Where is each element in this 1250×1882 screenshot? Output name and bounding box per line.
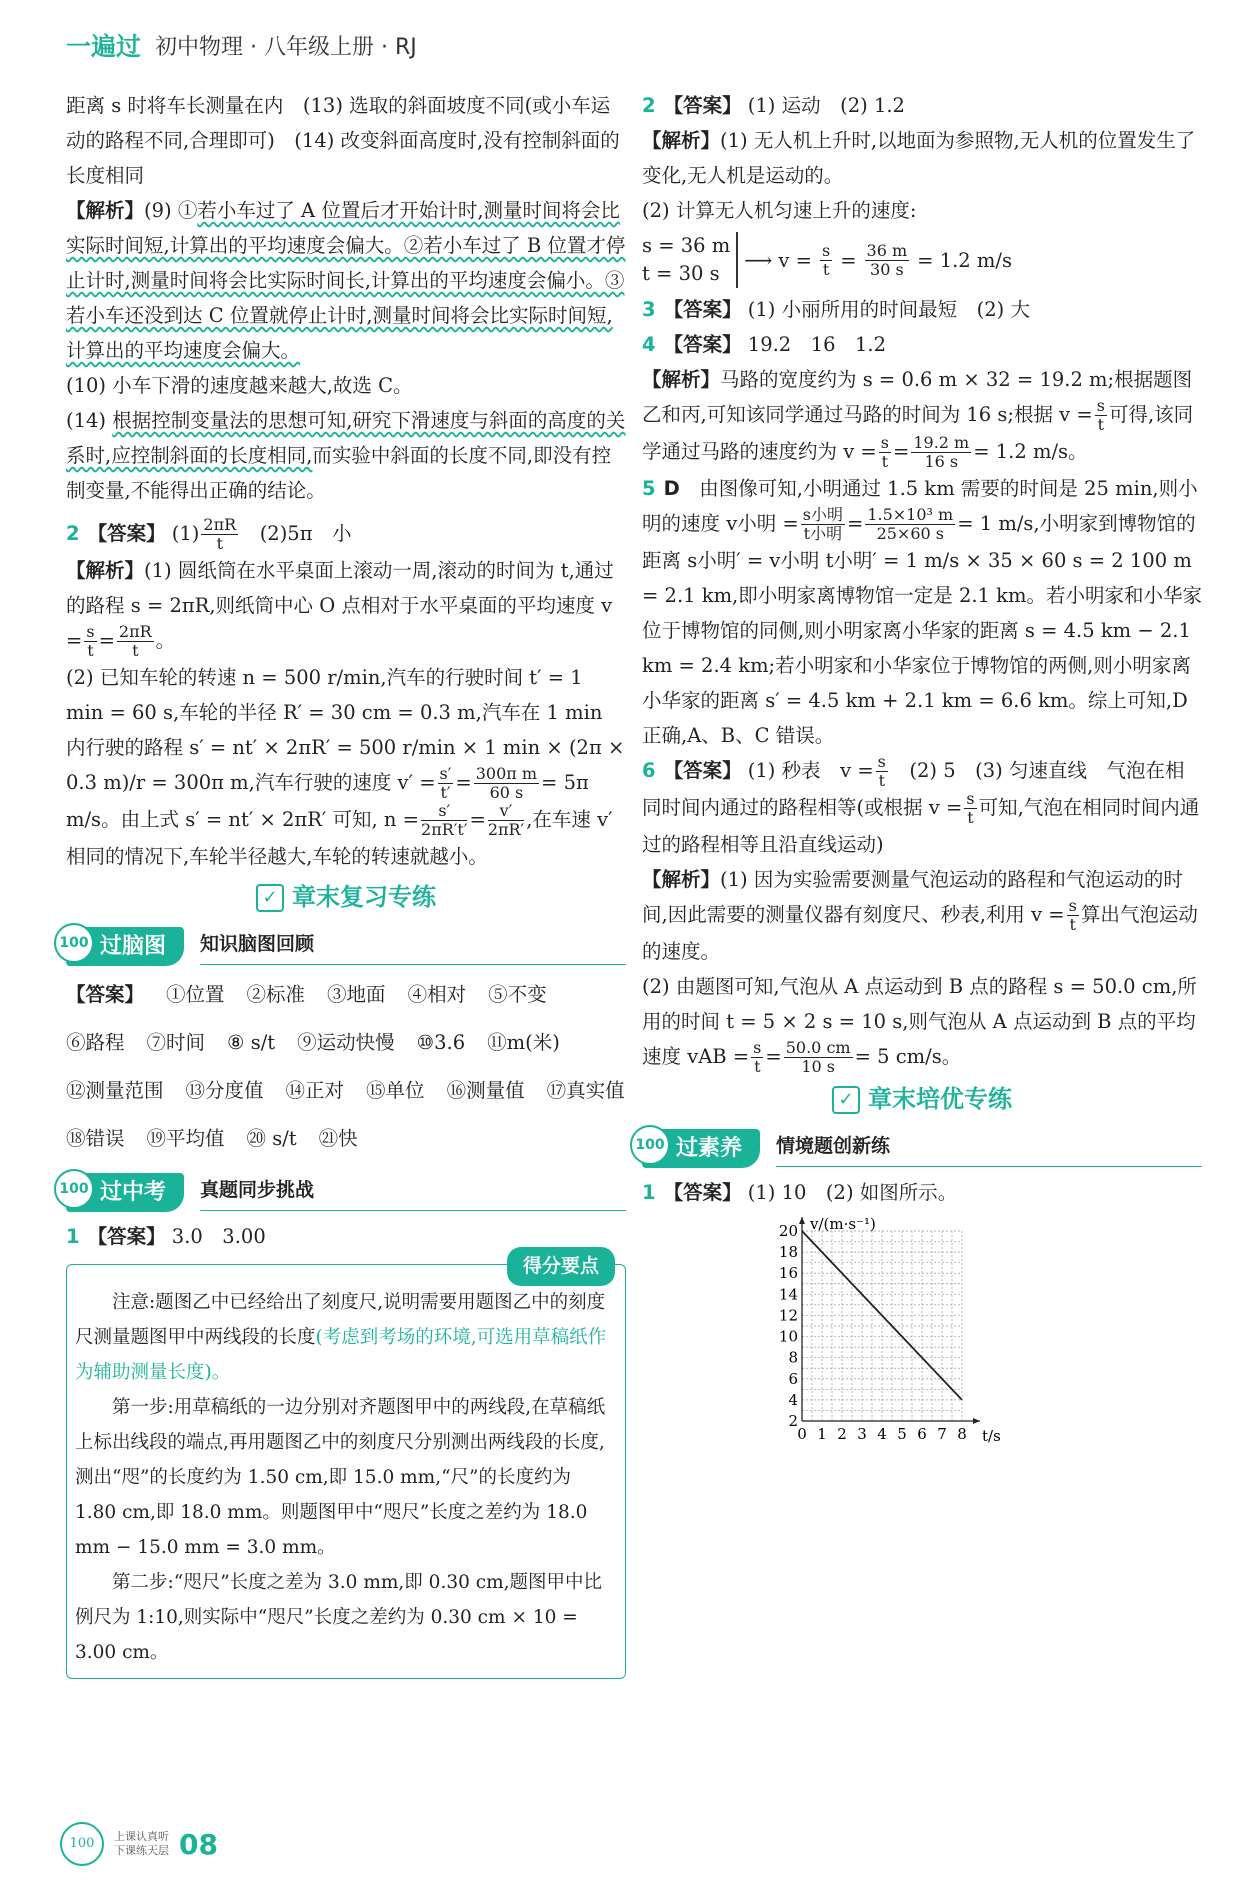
- x-tick-label: 7: [937, 1425, 947, 1443]
- velocity-time-graph: [762, 1215, 1001, 1466]
- x-tick-label: 8: [957, 1425, 967, 1443]
- x-tick-label: 1: [817, 1425, 827, 1443]
- y-axis-arrow-icon: [799, 1217, 805, 1224]
- analysis-9: 【解析】(9) ①若小车过了 A 位置后才开始计时,测量时间将会比实际时间短,计算出的平均速度会偏大。②若小车过了 B 位置才停止计时,测量时间将会比实际时间长,计算出的平均速度会偏小。③若小车还没到达 C 位置就停止计时,测量时间将会比实际时间短,计算出的平均速度会偏大。: [66, 199, 626, 362]
- mind-map-item: ⑳ s/t: [246, 1127, 297, 1150]
- x-tick-label: 5: [897, 1425, 907, 1443]
- r-question-4-answer: 4 【答案】 19.2 16 1.2: [642, 333, 887, 356]
- banner-mind-map: 100 过脑图 知识脑图回顾: [66, 925, 626, 967]
- section-title-advanced: ✓ 章末培优专练: [642, 1082, 1202, 1117]
- x-tick-label: 0: [797, 1425, 807, 1443]
- mind-map-item: ③地面: [327, 983, 386, 1006]
- page-number: 08: [179, 1827, 218, 1861]
- question-2-analysis-2: (2) 已知车轮的转速 n = 500 r/min,汽车的行驶时间 t′ = 1 min = 60 s,车轮的半径 R′ = 30 cm = 0.3 m,汽车在 1 min 内行驶的路程 s′ = nt′ × 2πR′ = 500 r/min × 1 min × (2π × 0.3 m)/r = 300π m,汽车行驶的速度 v′ = $\frac{s'}{t'}$ = $\frac{\text{300π m}}{60 s}$ = 5π m/s。由上式 s′ = nt′ × 2πR′ 可知, n = $\frac{s'}{2\pi R't'}$ = $\frac{v'}{2\pi R'}$ ,在车速 v′ 相同的情况下,车轮半径越大,车轮的转速就越小。: [66, 666, 625, 868]
- r-question-2-analysis: 【解析】(1) 无人机上升时,以地面为参照物,无人机的位置发生了变化,无人机是运动的。: [642, 129, 1196, 187]
- fraction: $\frac{2\pi R}{t}$: [203, 515, 237, 553]
- x-tick-label: 6: [917, 1425, 927, 1443]
- r-question-6-analysis-2: (2) 由题图可知,气泡从 A 点运动到 B 点的路程 s = 50.0 cm,所用的时间 t = 5 × 2 s = 10 s,则气泡从 A 点运动到 B 点的平均速度 vAB = $\frac{s}{t}$ = $\frac{50.0 cm}{10 s}$ = 5 cm/s。: [642, 975, 1197, 1076]
- y-tick-label: 10: [778, 1327, 798, 1346]
- key-points-title: 得分要点: [507, 1247, 615, 1286]
- check-icon: ✓: [256, 884, 284, 912]
- mind-map-item: ⑲平均值: [146, 1127, 225, 1150]
- mind-map-item: ⑮单位: [366, 1079, 425, 1102]
- book-title: 初中物理 · 八年级上册 · RJ: [155, 34, 417, 60]
- r-question-6-analysis-1: 【解析】(1) 因为实验需要测量气泡运动的路程和气泡运动的时间,因此需要的测量仪器有刻度尺、秒表,利用 v = $\frac{s}{t}$ 算出气泡运动的速度。: [642, 868, 1198, 963]
- y-tick-label: 16: [778, 1264, 798, 1283]
- mind-map-item: ⑭正对: [285, 1079, 345, 1102]
- right-column: 2 【答案】 (1) 运动 (2) 1.2 【解析】(1) 无人机上升时,以地面为参照物,无人机的位置发生了变化,无人机是运动的。 (2) 计算无人机匀速上升的速度: s = 36 m t = 30 s ⟶ v = $\frac{s}{t}$ = $\frac{36 m}{30 s}$ = 1.2 m/s 3 【答案】 (1) 小丽所用的时间最短 (2) 大 4 【答案】 19.2 16 1.2 【解析】马路的宽度约为 s = 0.6 m × 32 = 19.2 m;根据题图乙和丙,可知该同学通过马路的时间为 16 s;根据 v = $\frac{s}{t}$ 可得,该同学通过马路的速度约为 v = $\frac{s}{t}$ = $\frac{19.2 m}{16 s}$ = 1.2 m/s。 5 D 由图像可知,小明通过 1.5 km 需要的时间是 25 min,则小明的速度 v小明 = $\frac{\text{s小明}}{\text{t小明}}$ = $\frac{\text{1.5×10³ m}}{25\times 60 s}$ = 1 m/s,小明家到博物馆的距离 s小明′ = v小明 t小明′ = 1 m/s × 35 × 60 s = 2 100 m = 2.1 km,即小明家离博物馆一定是 2.1 km。若小明家和小华家位于博物馆的同侧,则小明家离小华家的距离 s = 4.5 km − 2.1 km = 2.4 km;若小明家和小华家位于博物馆的两侧,则小明家离小华家的距离 s′ = 4.5 km + 2.1 km = 6.6 km。综上可知,D 正确,A、B、C 错误。 6 【答案】 (1) 秒表 v = $\frac{s}{t}$ (2) 5 (3) 匀速直线 气泡在相同时间内通过的路程相等(或根据 v = $\frac{s}{t}$ 可知,气泡在相同时间内通过的路程相等且沿直线运动) 【解析】(1) 因为实验需要测量气泡运动的路程和气泡运动的时间,因此需要的测量仪器有刻度尺、秒表,利用 v = $\frac{s}{t}$ 算出气泡运动的速度。 (2) 由题图可知,气泡从 A 点运动到 B 点的路程 s = 50.0 cm,所用的时间 t = 5 × 2 s = 10 s,则气泡从 A 点运动到 B 点的平均速度 vAB = $\frac{s}{t}$ = $\frac{50.0 cm}{10 s}$ = 5 cm/s。 ✓ 章末培优专练 100 过素养 情境题创新练 1 【答案】 (1) 10 (2) 如图所示。 0 1 2 3 4 5 6 7 8 2 4 6 8 10 12 14 16 18 20 v/(m·s⁻¹) t/s: [642, 88, 1202, 1477]
- y-tick-label: 2: [788, 1412, 798, 1430]
- r-question-4-analysis: 【解析】马路的宽度约为 s = 0.6 m × 32 = 19.2 m;根据题图乙和丙,可知该同学通过马路的时间为 16 s;根据 v = $\frac{s}{t}$ 可得,该同学通过马路的速度约为 v = $\frac{s}{t}$ = $\frac{19.2 m}{16 s}$ = 1.2 m/s。: [642, 368, 1194, 471]
- mascot-icon: 100: [630, 1125, 670, 1165]
- page-footer: 100 上课认真听 下课练天层 08: [60, 1822, 218, 1866]
- r-question-2-answer: 2 【答案】 (1) 运动 (2) 1.2: [642, 94, 905, 117]
- y-tick-label: 6: [788, 1369, 798, 1388]
- x-tick-label: 4: [877, 1425, 887, 1443]
- analysis-14: (14) 根据控制变量法的思想可知,研究下滑速度与斜面的高度的关系时,应控制斜面的长度相同,而实验中斜面的长度不同,即没有控制变量,不能得出正确的结论。: [66, 409, 626, 502]
- key-points-box: 得分要点 注意:题图乙中已经给出了刻度尺,说明需要用题图乙中的刻度尺测量题图甲中两线段的长度(考虑到考场的环境,可选用草稿纸作为辅助测量长度)。 第一步:用草稿纸的一边分别对齐题图甲中的两线段,在草稿纸上标出线段的端点,再用题图乙中的刻度尺分别测出两线段的长度,测出“咫”的长度约为 1.50 cm,即 15.0 mm,“尺”的长度约为 1.80 cm,即 18.0 mm。则题图甲中“咫尺”长度之差约为 18.0 mm − 15.0 mm = 3.0 mm。 第二步:“咫尺”长度之差为 3.0 mm,即 0.30 cm,题图甲中比例尺为 1:10,则实际中“咫尺”长度之差约为 0.30 cm × 10 = 3.00 cm。: [66, 1264, 626, 1679]
- drone-formula: s = 36 m t = 30 s ⟶ v = $\frac{s}{t}$ = $\frac{36 m}{30 s}$ = 1.2 m/s: [642, 232, 1202, 288]
- literacy-question-1-answer: 1 【答案】 (1) 10 (2) 如图所示。: [642, 1181, 958, 1204]
- mind-map-item: ⑨运动快慢: [297, 1031, 395, 1054]
- mascot-icon: 100: [54, 1169, 94, 1209]
- mind-map-item: ⑰真实值: [546, 1079, 625, 1102]
- r-question-5: 5 D 由图像可知,小明通过 1.5 km 需要的时间是 25 min,则小明的速度 v小明 = $\frac{\text{s小明}}{\text{t小明}}$ = $\frac{\text{1.5×10³ m}}{25\times 60 s}$ = 1 m/s,小明家到博物馆的距离 s小明′ = v小明 t小明′ = 1 m/s × 35 × 60 s = 2 100 m = 2.1 km,即小明家离博物馆一定是 2.1 km。若小明家和小华家位于博物馆的同侧,则小明家离小华家的距离 s = 4.5 km − 2.1 km = 2.4 km;若小明家和小华家位于博物馆的两侧,则小明家离小华家的距离 s′ = 4.5 km + 2.1 km = 6.6 km。综上可知,D 正确,A、B、C 错误。: [642, 477, 1202, 747]
- mascot-icon: 100: [54, 923, 94, 963]
- mind-map-item: ㉑快: [318, 1127, 358, 1150]
- y-axis-label: v/(m·s⁻¹): [810, 1215, 876, 1233]
- mind-map-item: ⑩3.6: [416, 1031, 466, 1054]
- y-tick-label: 12: [778, 1306, 798, 1325]
- mind-map-item: ⑦时间: [146, 1031, 206, 1054]
- mascot-icon: 100: [60, 1822, 104, 1866]
- banner-exam: 100 过中考 真题同步挑战: [66, 1171, 626, 1213]
- x-tick-label: 3: [857, 1425, 867, 1443]
- mind-map-item: ②标准: [246, 983, 306, 1006]
- mind-map-item: ⑪m(米): [487, 1031, 560, 1054]
- r-question-6-answer: 6 【答案】 (1) 秒表 v = $\frac{s}{t}$ (2) 5 (3) 匀速直线 气泡在相同时间内通过的路程相等(或根据 v = $\frac{s}{t}$ 可知,气泡在相同时间内通过的路程相等且沿直线运动): [642, 752, 1200, 856]
- page-header: [66, 28, 417, 62]
- check-icon: ✓: [832, 1086, 860, 1114]
- y-tick-label: 18: [778, 1243, 798, 1262]
- y-tick-label: 8: [788, 1348, 798, 1367]
- y-tick-label: 14: [778, 1285, 798, 1304]
- mind-map-item: ⑤不变: [488, 983, 547, 1006]
- mind-map-item: ⑧ s/t: [227, 1031, 276, 1054]
- mind-map-answers: 【答案】 ①位置 ②标准 ③地面 ④相对 ⑤不变 ⑥路程 ⑦时间 ⑧ s/t ⑨运动快慢 ⑩3.6 ⑪m(米) ⑫测量范围 ⑬分度值 ⑭正对 ⑮单位 ⑯测量值 ⑰真实值 ⑱错误 ⑲平均值 ⑳ s/t ㉑快: [66, 973, 626, 1161]
- question-2-analysis-1: 【解析】(1) 圆纸筒在水平桌面上滚动一周,滚动的时间为 t,通过的路程 s = 2πR,则纸筒中心 O 点相对于水平桌面的平均速度 v = $\frac{s}{t}$ = $\frac{2\pi R}{t}$ 。: [66, 559, 614, 660]
- question-2-answer: 2 【答案】 (1) $\frac{2\pi R}{t}$ (2)5π 小: [66, 515, 352, 553]
- mind-map-item: ①位置: [166, 983, 225, 1006]
- brand-logo: 一遍过: [66, 32, 142, 61]
- section-title-review: ✓ 章末复习专练: [66, 880, 626, 915]
- r-question-3-answer: 3 【答案】 (1) 小丽所用的时间最短 (2) 大: [642, 298, 1030, 321]
- mind-map-item: ⑬分度值: [185, 1079, 264, 1102]
- banner-literacy: 100 过素养 情境题创新练: [642, 1127, 1202, 1169]
- x-axis-label: t/s: [982, 1427, 1001, 1445]
- analysis-10: (10) 小车下滑的速度越来越大,故选 C。: [66, 374, 413, 397]
- y-tick-label: 20: [778, 1222, 798, 1240]
- exam-question-1-answer: 1 【答案】 3.0 3.00: [66, 1225, 266, 1248]
- mind-map-item: ⑱错误: [66, 1127, 125, 1150]
- continuation-text: 距离 s 时将车长测量在内 (13) 选取的斜面坡度不同(或小车运动的路程不同,合理即可) (14) 改变斜面高度时,没有控制斜面的长度相同: [66, 94, 620, 187]
- left-column: [59, 88, 626, 1689]
- x-tick-label: 2: [837, 1425, 847, 1443]
- mind-map-item: ⑥路程: [66, 1031, 125, 1054]
- mind-map-item: ⑯测量值: [446, 1079, 525, 1102]
- mind-map-item: ④相对: [407, 983, 467, 1006]
- mind-map-item: ⑫测量范围: [66, 1079, 164, 1102]
- x-axis-arrow-icon: [973, 1418, 980, 1424]
- y-tick-label: 4: [788, 1390, 798, 1409]
